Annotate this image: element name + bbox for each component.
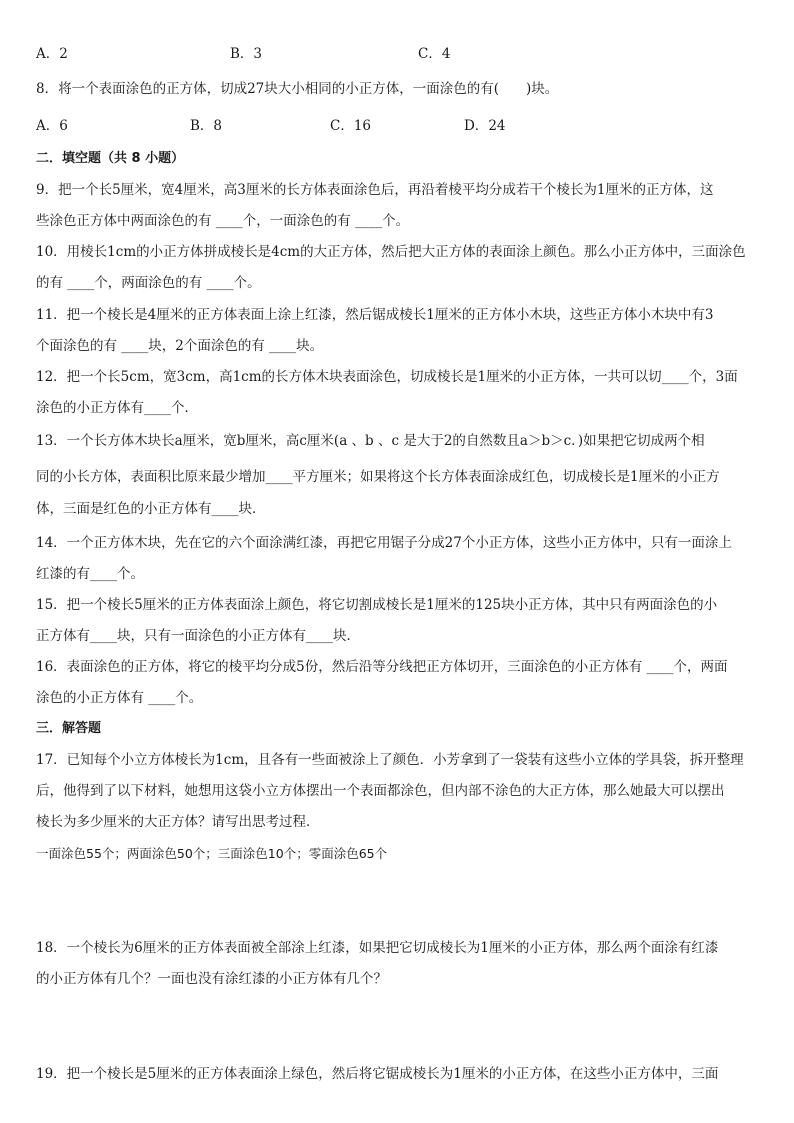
q8-option-c: C．16 <box>330 118 372 134</box>
q16-line-2: 涂色的小正方体有 ____个。 <box>36 690 203 706</box>
q11-line-2: 个面涂色的有 ____块，2个面涂色的有 ____块。 <box>36 338 324 354</box>
q18-line-2: 的小正方体有几个？一面也没有涂红漆的小正方体有几个？ <box>36 971 387 987</box>
q18-line-1: 18．一个棱长为6厘米的正方体表面被全部涂上红漆，如果把它切成棱长为1厘米的小正方体，那么两个面涂有红漆 <box>36 940 719 956</box>
q17-line-1: 17．已知每个小立方体棱长为1cm，且各有一些面被涂上了颜色．小芳拿到了一袋装有这些小立体的学具袋，拆开整理 <box>36 752 744 768</box>
q14-line-1: 14．一个正方体木块，先在它的六个面涂满红漆，再把它用锯子分成27个小正方体，这些小正方体中，只有一面涂上 <box>36 535 732 551</box>
q11-line-1: 11．把一个棱长是4厘米的正方体表面上涂上红漆，然后锯成棱长1厘米的正方体小木块，这些正方体小木块中有3 <box>36 307 714 323</box>
q19-line-1: 19．把一个棱长是5厘米的正方体表面涂上绿色，然后将它锯成棱长为1厘米的小正方体，在这些小正方体中，三面 <box>36 1066 719 1082</box>
q7-option-c: C．4 <box>418 46 451 62</box>
q17-data: 一面涂色55个；两面涂色50个；三面涂色10个；零面涂色65个 <box>36 846 388 861</box>
q7-option-b: B．3 <box>230 46 263 62</box>
q9-line-2: 些涂色正方体中两面涂色的有 ____个，一面涂色的有 ____个。 <box>36 213 410 229</box>
section-title-fill-in: 二．填空题（共 8 小题） <box>36 151 185 166</box>
q13-line-3: 体，三面是红色的小正方体有____块． <box>36 501 266 517</box>
q10-line-2: 的有 ____个，两面涂色的有 ____个。 <box>36 275 261 291</box>
q8-text: 8．将一个表面涂色的正方体，切成27块大小相同的小正方体，一面涂色的有( )块。 <box>36 81 559 97</box>
q9-line-1: 9．把一个长5厘米，宽4厘米，高3厘米的长方体表面涂色后，再沿着棱平均分成若干个棱长为1厘米的正方体，这 <box>36 182 714 198</box>
q13-line-1: 13．一个长方体木块长a厘米，宽b厘米，高c厘米(a 、b 、c 是大于2的自然数且a＞b＞c．)如果把它切成两个相 <box>36 433 705 449</box>
q10-line-1: 10．用棱长1cm的小正方体拼成棱长是4cm的大正方体，然后把大正方体的表面涂上颜色。那么小正方体中，三面涂色 <box>36 244 746 260</box>
q8-option-d: D．24 <box>464 118 506 134</box>
q15-line-2: 正方体有____块，只有一面涂色的小正方体有____块． <box>36 628 360 644</box>
q12-line-2: 涂色的小正方体有____个． <box>36 400 198 416</box>
q12-line-1: 12．把一个长5cm，宽3cm，高1cm的长方体木块表面涂色，切成棱长是1厘米的小正方体，一共可以切____个，3面 <box>36 369 738 385</box>
q14-line-2: 红漆的有____个。 <box>36 566 144 582</box>
q13-line-2: 同的小长方体，表面积比原来最少增加____平方厘米；如果将这个长方体表面涂成红色，切成棱长是1厘米的小正方 <box>36 469 720 485</box>
q16-line-1: 16．表面涂色的正方体，将它的棱平均分成5份，然后沿等分线把正方体切开，三面涂色的小正方体有 ____个，两面 <box>36 659 728 675</box>
q17-line-2: 后，他得到了以下材料，她想用这袋小立方体摆出一个表面都涂色，但内部不涂色的大正方体，那么她最大可以摆出 <box>36 783 725 799</box>
q17-line-3: 棱长为多少厘米的大正方体？请写出思考过程． <box>36 814 320 830</box>
q15-line-1: 15．把一个棱长5厘米的正方体表面涂上颜色，将它切割成棱长是1厘米的125块小正方体，其中只有两面涂色的小 <box>36 597 718 613</box>
q8-option-a: A．6 <box>36 118 68 134</box>
section-title-solve: 三．解答题 <box>36 721 102 736</box>
q8-option-b: B．8 <box>190 118 223 134</box>
q7-option-a: A．2 <box>36 46 68 62</box>
